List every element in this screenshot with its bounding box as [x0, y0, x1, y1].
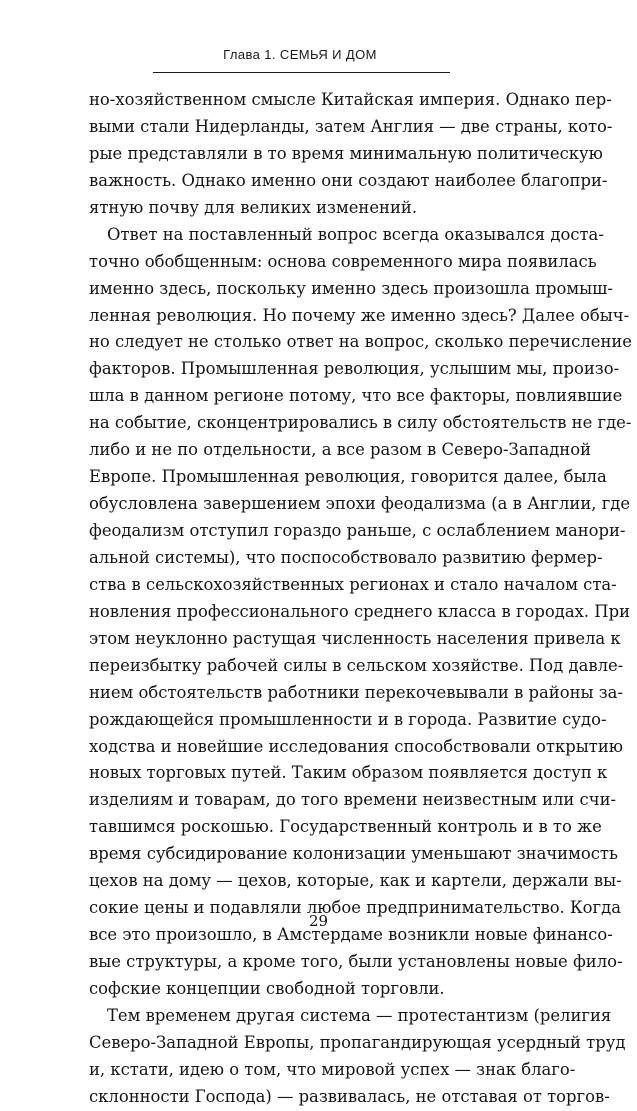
text-line: нием обстоятельств работники перекочевывали в районы за- [89, 682, 623, 702]
text-line: вые структуры, а кроме того, были установлены новые фило- [89, 952, 623, 971]
text-line: Тем временем другая система — протестантизм (религия [107, 1005, 612, 1025]
page-number: 29 [308, 912, 329, 930]
text-line: изделиям и товарам, до того времени неизвестным или счи- [89, 790, 617, 810]
text-line: обусловлена завершением эпохи феодализма (а в Англии, где [89, 494, 631, 514]
text-line: тавшимся роскошью. Государственный контроль и в то же [89, 817, 602, 837]
text-line: важность. Однако именно они создают наиболее благопри- [89, 170, 608, 190]
text-line: склонности Господа) — развивалась, не отставая от торгов- [89, 1086, 610, 1106]
text-line: рождающейся промышленности и в города. Развитие судо- [89, 709, 607, 729]
text-line: альной системы), что поспособствовало развитию фермер- [89, 547, 603, 567]
text-line: рые представляли в то время минимальную политическую [89, 143, 603, 163]
text-line: ства в сельскохозяйственных регионах и стало началом ста- [89, 574, 617, 594]
text-line: именно здесь, поскольку именно здесь произошла промыш- [89, 278, 613, 298]
text-line: ятную почву для великих изменений. [89, 197, 418, 217]
text-line: софские концепции свободной торговли. [89, 978, 445, 998]
text-line: на событие, сконцентрировались в силу обстоятельств не где- [89, 413, 632, 433]
body-text [89, 87, 633, 1111]
text-line: но-хозяйственном смысле Китайская империя. Однако пер- [89, 90, 612, 109]
text-line: выми стали Нидерланды, затем Англия — две страны, кото- [89, 116, 613, 136]
text-line: но следует не столько ответ на вопрос, сколько перечисление [89, 332, 633, 352]
text-line: сокие цены и подавляли любое предпринимательство. Когда [89, 898, 621, 918]
text-line: и, кстати, идею о том, что мировой успех — знак благо- [89, 1059, 576, 1079]
running-head: Глава 1. СЕМЬЯ И ДОМ [223, 47, 377, 62]
text-line: новых торговых путей. Таким образом появляется доступ к [89, 763, 608, 783]
text-line: шла в данном регионе потому, что все факторы, повлиявшие [89, 386, 623, 406]
header-rule [153, 72, 450, 73]
text-line: Северо-Западной Европы, пропагандирующая усердный труд [89, 1032, 626, 1052]
text-line: точно обобщенным: основа современного мира появилась [89, 251, 597, 271]
text-line: новления профессионального среднего класса в городах. При [89, 601, 631, 621]
text-line: переизбытку рабочей силы в сельском хозяйстве. Под давле- [89, 655, 624, 675]
text-line: либо и не по отдельности, а все разом в Северо-Западной [89, 440, 592, 460]
text-line: цехов на дому — цехов, которые, как и картели, держали вы- [89, 871, 622, 891]
text-line: все это произошло, в Амстердаме возникли новые финансо- [89, 925, 613, 945]
text-line: Ответ на поставленный вопрос всегда оказывался доста- [107, 224, 604, 244]
text-line: ходства и новейшие исследования способствовали открытию [89, 736, 624, 756]
text-line: ленная революция. Но почему же именно здесь? Далее обыч- [89, 305, 630, 325]
text-line: Европе. Промышленная революция, говорится далее, была [89, 467, 607, 487]
text-line: этом неуклонно растущая численность населения привела к [89, 628, 621, 648]
text-line: феодализм отступил гораздо раньше, с ослаблением манори- [89, 521, 626, 540]
text-line: время субсидирование колонизации уменьшают значимость [89, 844, 618, 864]
text-line: факторов. Промышленная революция, услышим мы, произо- [89, 359, 620, 379]
